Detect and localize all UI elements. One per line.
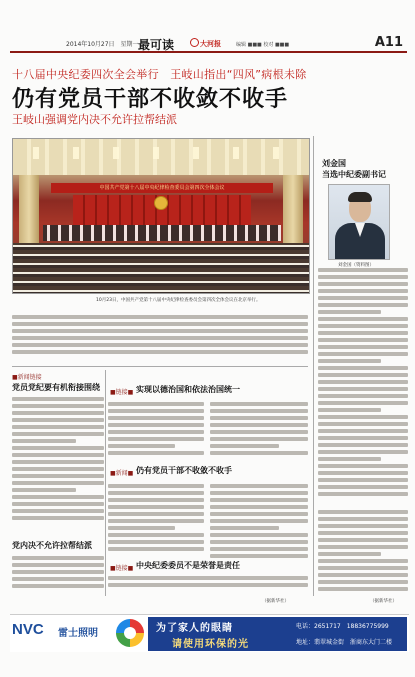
text-line [12,467,104,471]
text-line [12,460,104,464]
text-line [108,498,204,502]
divider-col-1 [105,370,106,596]
text-line [210,540,308,544]
headline-kicker: 十八届中央纪委四次全会举行 王岐山指出“四风”病根未除 [12,68,307,81]
issue-date: 2014年10月27日 星期一 [66,41,139,48]
ad-address: 地址：翡翠城金街 浙商东大门二楼 [296,639,393,646]
text-line [318,587,408,591]
text-line [108,533,204,537]
text-line [318,331,408,335]
text-line [210,484,308,488]
text-line [210,519,308,523]
ad-brand-name: 雷士照明 [58,628,98,639]
text-line [12,439,76,443]
photo-pillar-left [19,175,39,245]
photo-rostrum [43,225,281,241]
text-line [108,519,204,523]
text-line [318,450,408,454]
sub-headline: 王岐山强调党内决不允许拉帮结派 [12,113,177,126]
text-line [318,464,408,468]
ad-phone: 电话：2651717 18836775999 [296,623,389,630]
text-line [318,485,408,489]
ad-slogan-1: 为了家人的眼睛 [156,623,233,634]
text-line [318,573,408,577]
article-head-a1: 党员党纪要有机衔接围绕 [12,383,100,392]
text-line [12,502,104,506]
text-line [318,401,408,405]
text-line [318,580,408,584]
text-line [12,432,104,436]
text-line [318,429,408,433]
text-line [108,491,204,495]
text-line [318,387,408,391]
divider-sidebar [313,136,314,596]
text-line [318,531,408,535]
article-head-b2: 仍有党员干部不收敛不收手 [136,466,232,475]
text-line [12,322,308,326]
article-text-a1 [12,397,104,525]
text-line [108,430,204,434]
text-line [210,491,308,495]
photo-caption: 10月23日，中国共产党第十八届中央纪律检查委员会第四次全体会议在北京举行。 [96,298,261,303]
ad-slogan-2: 请使用环保的光 [172,639,249,650]
text-line [12,350,308,354]
text-line [12,577,104,581]
party-emblem-icon [154,196,168,210]
photo-banner: 中国共产党第十八届中央纪律检查委员会第四次全体会议 [51,183,273,193]
ad-banner [148,617,407,651]
text-line [108,423,204,427]
profile-title [322,158,386,180]
text-line [318,268,408,272]
text-line [108,547,204,551]
text-line [318,517,408,521]
text-line [318,303,408,307]
text-line [210,416,308,420]
section-name: 最可读 [138,38,175,52]
masthead [10,36,407,53]
text-line [318,359,381,363]
article-text-c1 [210,402,308,458]
text-line [318,275,408,279]
profile-name: 刘金国 [322,159,346,168]
text-line [108,409,204,413]
text-line [210,423,308,427]
text-line [12,343,308,347]
main-headline: 仍有党员干部不收敛不收手 [12,87,289,112]
text-line [210,505,308,509]
section-label-b2: ■新闻■ [110,470,134,477]
article-text-b3 [108,576,308,594]
photo-lights [13,147,309,159]
text-line [318,317,408,321]
article-head-b1: 实现以德治国和依法治国统一 [136,385,240,394]
text-line [318,282,408,286]
text-line [318,345,408,349]
text-line [108,583,308,587]
conference-photo [12,138,310,294]
article-text-b1 [108,402,204,458]
text-line [12,329,308,333]
text-line [12,397,104,401]
text-line [108,576,308,580]
text-line [12,556,104,560]
text-line [210,526,279,530]
article-text-b2 [108,484,204,554]
text-line [318,566,408,570]
text-line [210,402,308,406]
article-head-a2: 党内决不允许拉帮结派 [12,541,92,550]
portrait-photo [328,184,390,260]
text-line [210,547,308,551]
text-line [108,512,204,516]
text-line [318,524,408,528]
text-line [318,478,408,482]
text-line [318,538,408,542]
divider-lead [12,366,308,367]
text-line [108,484,204,488]
text-line [108,416,204,420]
text-line [318,352,408,356]
photo-audience [13,243,309,294]
text-line [210,444,279,448]
brand-name: 大河报 [200,40,221,48]
editor-credits: 编辑 ■■■ 校对 ■■■ [236,42,290,48]
section-label-a1: ■新闻链接 [12,374,42,381]
portrait-hair [348,192,372,202]
text-line [12,425,104,429]
section-label-b3: ■链接■ [110,565,134,572]
text-line [210,533,308,537]
text-line [210,409,308,413]
text-line [12,418,104,422]
text-line [318,324,408,328]
text-line [12,509,104,513]
article-text-a2 [12,556,104,594]
text-line [108,444,175,448]
text-line [318,415,408,419]
article-text-c2 [210,484,308,562]
text-line [318,510,408,514]
text-line [210,554,308,558]
text-line [12,315,308,319]
section-label-b1: ■链接■ [110,389,134,396]
text-line [108,451,204,455]
text-line [210,512,308,516]
text-line [318,559,408,563]
text-line [318,545,408,549]
text-line [318,338,408,342]
ad-emblem-icon [116,619,144,647]
text-line [12,336,308,340]
text-line [318,366,408,370]
lead-paragraph [12,315,308,361]
profile-body-text-2 [318,510,408,594]
text-line [318,408,381,412]
ad-logo: NVC [12,621,44,638]
photo-pillar-right [283,175,303,245]
text-line [12,481,104,485]
text-line [210,498,308,502]
profile-body-text [318,268,408,504]
text-line [108,505,204,509]
text-line [318,443,408,447]
side-end-mark: （据新华社） [370,599,397,604]
brand-logo-icon [190,38,199,47]
text-line [108,437,204,441]
text-line [318,296,408,300]
text-line [108,540,204,544]
portrait-caption: 刘金国（资料图） [338,263,374,268]
text-line [12,474,104,478]
text-line [12,453,104,457]
text-line [210,430,308,434]
text-line [318,310,381,314]
text-line [12,488,76,492]
text-line [12,404,104,408]
text-line [108,526,175,530]
text-line [318,422,408,426]
text-line [318,552,381,556]
text-line [12,446,104,450]
brand [190,38,221,49]
text-line [12,563,104,567]
text-line [318,471,408,475]
text-line [12,516,104,520]
text-line [318,457,381,461]
text-line [210,437,308,441]
page-number: A11 [374,35,403,50]
text-line [318,436,408,440]
text-line [12,495,104,499]
text-line [108,402,204,406]
article-head-b3: 中央纪委委员不是荣誉是责任 [136,561,240,570]
text-line [12,411,104,415]
text-line [318,492,408,496]
advertisement[interactable] [10,614,409,652]
text-line [318,394,408,398]
text-line [12,584,104,588]
text-line [12,570,104,574]
text-line [318,373,408,377]
text-line [318,289,408,293]
text-line [210,451,308,455]
article-end-mark: （据新华社） [262,599,289,604]
profile-role: 当选中纪委副书记 [322,170,386,179]
text-line [318,380,408,384]
